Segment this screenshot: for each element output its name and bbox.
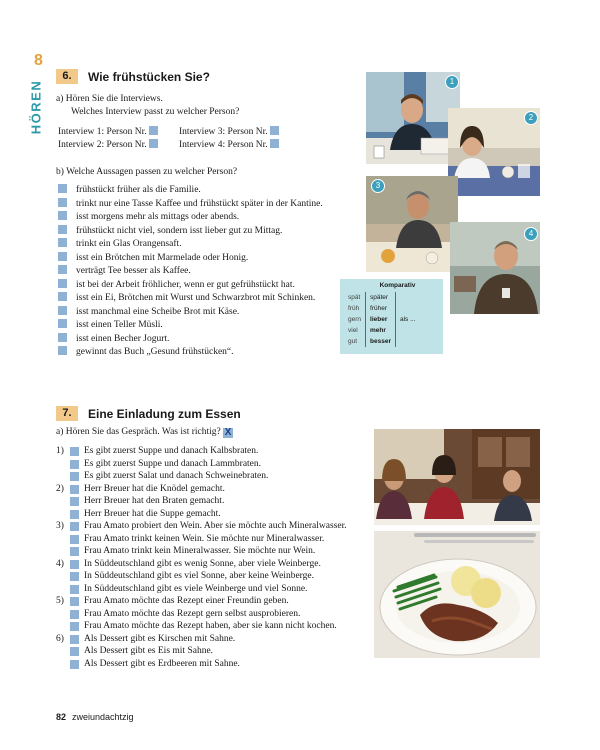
option-row: 5) Frau Amato möchte das Rezept einer Freundin geben. xyxy=(56,596,289,606)
statement-list xyxy=(58,184,323,360)
interview-1: Interview 1: Person Nr. xyxy=(58,126,158,138)
answer-box[interactable] xyxy=(58,319,67,328)
option-row: In Süddeutschland gibt es viele Weinberge und viel Sonne. xyxy=(56,583,347,596)
answer-box[interactable] xyxy=(58,198,67,207)
option-row: Es gibt zuerst Suppe und danach Lammbraten. xyxy=(56,458,347,471)
photo-number-badge: 2 xyxy=(524,111,538,125)
answer-box[interactable] xyxy=(70,535,79,544)
komparativ-row: gut besser xyxy=(344,336,420,347)
answer-box[interactable] xyxy=(70,472,79,481)
exercise-7-title: Eine Einladung zum Essen xyxy=(88,406,241,421)
answer-box[interactable] xyxy=(149,126,158,135)
answer-box[interactable] xyxy=(58,333,67,342)
option-row: Frau Amato trinkt keinen Wein. Sie möchte nur Mineralwasser. xyxy=(56,533,347,546)
answer-box[interactable] xyxy=(70,597,79,606)
option-row: 1) Es gibt zuerst Suppe und danach Kalbsbraten. xyxy=(56,446,259,456)
statement-item: isst morgens mehr als mittags oder abends. xyxy=(58,211,323,225)
option-row: 4) In Süddeutschland gibt es wenig Sonne, aber viele Weinberge. xyxy=(56,558,321,569)
exercise-7-number: 7. xyxy=(56,406,78,421)
exercise-6b-instruction: b) Welche Aussagen passen zu welcher Person? xyxy=(56,167,238,177)
chapter-number: 8 xyxy=(34,52,43,69)
answer-box[interactable] xyxy=(70,447,79,456)
answer-box[interactable] xyxy=(58,225,67,234)
answer-box[interactable] xyxy=(70,510,79,519)
statement-item: isst einen Teller Müsli. xyxy=(58,319,323,333)
photo-person-2 xyxy=(448,108,540,196)
option-row: Frau Amato möchte das Rezept gern selbst ausprobieren. xyxy=(56,608,347,621)
statement-item: verträgt Tee besser als Kaffee. xyxy=(58,265,323,279)
answer-box[interactable] xyxy=(70,610,79,619)
answer-box[interactable] xyxy=(58,306,67,315)
option-row: Als Dessert gibt es Eis mit Sahne. xyxy=(56,645,347,658)
photo-person-3 xyxy=(366,176,458,272)
statement-item: ist bei der Arbeit fröhlicher, wenn er gut gefrühstückt hat. xyxy=(58,279,323,293)
exercise-7-heading xyxy=(56,406,241,421)
komparativ-row: früh früher xyxy=(344,303,420,314)
answer-box[interactable] xyxy=(70,647,79,656)
example-checked-box: X xyxy=(224,427,232,438)
photo-person-4 xyxy=(450,222,540,314)
komparativ-title: Komparativ xyxy=(379,282,416,289)
exercise-7a-instruction: a) Hören Sie das Gespräch. Was ist richtig? X xyxy=(56,427,232,438)
option-row: Frau Amato möchte das Rezept haben, aber sie kann nicht kochen. xyxy=(56,620,347,633)
statement-item: trinkt ein Glas Orangensaft. xyxy=(58,238,323,252)
option-row: 6) Als Dessert gibt es Kirschen mit Sahne. xyxy=(56,633,236,644)
photo-dinner-party xyxy=(374,429,540,525)
answer-box[interactable] xyxy=(70,522,79,531)
exercise-6a-instruction: a) Hören Sie die Interviews. xyxy=(56,94,163,104)
answer-box[interactable] xyxy=(70,585,79,594)
answer-box[interactable] xyxy=(70,622,79,631)
option-row: Frau Amato trinkt kein Mineralwasser. Sie möchte nur Wein. xyxy=(56,545,347,558)
answer-box[interactable] xyxy=(58,265,67,274)
statement-item: isst ein Brötchen mit Marmelade oder Honig. xyxy=(58,252,323,266)
statement-item: trinkt nur eine Tasse Kaffee und frühstückt später in der Kantine. xyxy=(58,198,323,212)
answer-groups xyxy=(56,445,347,670)
section-side-label: HÖREN xyxy=(28,79,44,135)
option-row: In Süddeutschland gibt es viel Sonne, aber keine Weinberge. xyxy=(56,570,347,583)
answer-box[interactable] xyxy=(58,211,67,220)
page-number: 82 xyxy=(56,712,67,722)
statement-item: isst ein Ei, Brötchen mit Wurst und Schwarzbrot mit Schinken. xyxy=(58,292,323,306)
answer-box[interactable] xyxy=(58,252,67,261)
page-footer xyxy=(56,712,134,722)
interview-2: Interview 2: Person Nr. xyxy=(58,139,158,151)
answer-box[interactable] xyxy=(270,126,279,135)
komparativ-box xyxy=(340,279,443,354)
answer-box[interactable] xyxy=(70,572,79,581)
option-row: Es gibt zuerst Salat und danach Schweinebraten. xyxy=(56,470,347,483)
statement-item: gewinnt das Buch „Gesund frühstücken“. xyxy=(58,346,323,360)
photo-food-plate xyxy=(374,531,540,658)
exercise-6-heading xyxy=(56,69,210,84)
answer-box[interactable] xyxy=(70,635,79,644)
exercise-6-number: 6. xyxy=(56,69,78,84)
photo-number-badge: 3 xyxy=(371,179,385,193)
answer-box[interactable] xyxy=(70,460,79,469)
page-number-word: zweiundachtzig xyxy=(72,712,134,722)
answer-box[interactable] xyxy=(149,139,158,148)
answer-box[interactable] xyxy=(58,184,67,193)
answer-box[interactable] xyxy=(58,279,67,288)
answer-box[interactable] xyxy=(70,660,79,669)
answer-box[interactable] xyxy=(70,547,79,556)
interview-4: Interview 4: Person Nr. xyxy=(179,139,279,151)
statement-item: frühstückt nicht viel, sondern isst lieber gut zu Mittag. xyxy=(58,225,323,239)
option-row: Herr Breuer hat den Braten gemacht. xyxy=(56,495,347,508)
interview-3: Interview 3: Person Nr. xyxy=(179,126,279,138)
answer-box[interactable] xyxy=(70,560,79,569)
statement-item: isst manchmal eine Scheibe Brot mit Käse. xyxy=(58,306,323,320)
photo-number-badge: 1 xyxy=(445,75,459,89)
answer-box[interactable] xyxy=(270,139,279,148)
option-row: Herr Breuer hat die Suppe gemacht. xyxy=(56,508,347,521)
komparativ-row: gern lieber als ... xyxy=(344,314,420,325)
komparativ-table xyxy=(344,292,420,347)
photo-person-1 xyxy=(366,72,460,164)
option-row: 3) Frau Amato probiert den Wein. Aber sie möchte auch Mineralwasser. xyxy=(56,521,347,531)
komparativ-row: viel mehr xyxy=(344,325,420,336)
option-row: Als Dessert gibt es Erdbeeren mit Sahne. xyxy=(56,658,347,671)
answer-box[interactable] xyxy=(58,238,67,247)
statement-item: frühstückt früher als die Familie. xyxy=(58,184,323,198)
statement-item: isst einen Becher Jogurt. xyxy=(58,333,323,347)
answer-box[interactable] xyxy=(70,497,79,506)
exercise-6a-question: Welches Interview passt zu welcher Person? xyxy=(71,107,240,117)
answer-box[interactable] xyxy=(58,346,67,355)
answer-box[interactable] xyxy=(70,485,79,494)
komparativ-row: spät später xyxy=(344,292,420,303)
option-row: 2) Herr Breuer hat die Knödel gemacht. xyxy=(56,483,225,494)
answer-box[interactable] xyxy=(58,292,67,301)
exercise-6-title: Wie frühstücken Sie? xyxy=(88,69,210,84)
photo-number-badge: 4 xyxy=(524,227,538,241)
